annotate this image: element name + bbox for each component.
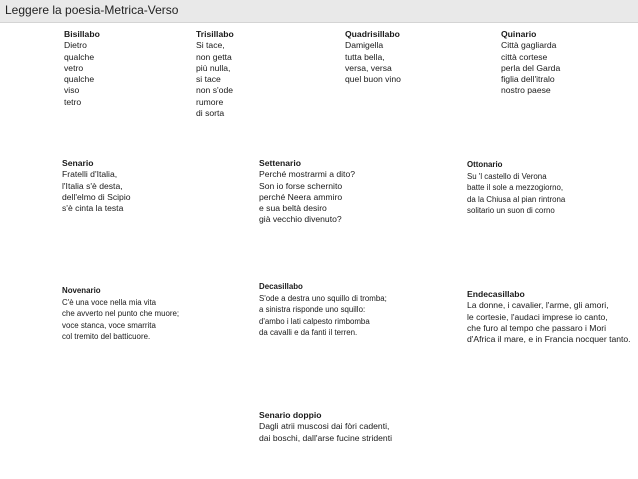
verse-line: Dagli atrii muscosi dai fòri cadenti, <box>259 421 390 432</box>
block-heading: Quadrisillabo <box>345 29 400 39</box>
block-heading: Quinario <box>501 29 537 39</box>
verse-line: vetro <box>64 62 84 73</box>
verse-line: quel buon vino <box>345 74 401 85</box>
verse-line: Son io forse schernito <box>259 180 343 191</box>
verse-line: Città gagliarda <box>501 40 557 51</box>
verse-line: di sorta <box>196 108 225 119</box>
verse-line: da la Chiusa al pian rintrona <box>467 194 566 204</box>
verse-line: Dietro <box>64 40 87 51</box>
verse-line: dell'elmo di Scipio <box>62 191 131 202</box>
block-heading: Trisillabo <box>196 29 234 39</box>
verse-line: più nulla, <box>196 62 231 73</box>
verse-line: voce stanca, voce smarrita <box>62 320 156 330</box>
block-bisillabo <box>64 29 100 108</box>
block-endecasillabo <box>467 289 631 345</box>
verse-line: Perché mostrarmi a dito? <box>259 169 355 180</box>
verse-line: d'Africa il mare, e in Francia nocquer tanto. <box>467 334 631 345</box>
block-heading: Novenario <box>62 286 101 295</box>
verse-line: qualche <box>64 74 95 85</box>
verse-line: C'è una voce nella mia vita <box>62 297 157 307</box>
verse-line: Su 'l castello di Verona <box>467 171 547 181</box>
verse-line: città cortese <box>501 51 548 62</box>
verse-line: e sua beltà desiro <box>259 203 327 214</box>
block-decasillabo <box>259 281 387 339</box>
block-heading: Endecasillabo <box>467 289 525 299</box>
block-settenario <box>259 158 355 226</box>
block-heading: Settenario <box>259 158 302 168</box>
block-ottonario <box>467 159 565 217</box>
verse-line: non s'ode <box>196 85 234 96</box>
page-title: Leggere la poesia-Metrica-Verso <box>5 3 179 17</box>
verse-line: Si tace, <box>196 40 225 51</box>
block-quadrisillabo <box>345 29 401 85</box>
block-senario <box>62 158 131 214</box>
title-bar <box>0 0 638 23</box>
verse-line: d'ambo i lati calpesto rimbomba <box>259 316 370 326</box>
verse-line: non getta <box>196 51 232 62</box>
verse-line: La donne, i cavalier, l'arme, gli amori, <box>467 300 609 311</box>
block-heading: Senario doppio <box>259 410 322 420</box>
block-trisillabo <box>196 29 234 119</box>
block-heading: Decasillabo <box>259 282 303 291</box>
verse-line: figlia dell'itralo <box>501 74 555 85</box>
verse-line: tetro <box>64 96 82 107</box>
verse-line: da cavalli e da fanti il terren. <box>259 328 358 338</box>
verse-line: Fratelli d'Italia, <box>62 169 118 180</box>
verse-line: batte il sole a mezzogiorno, <box>467 183 564 193</box>
verse-line: perla del Garda <box>501 62 561 73</box>
block-heading: Bisillabo <box>64 29 100 39</box>
block-heading: Senario <box>62 158 94 168</box>
verse-line: che avverto nel punto che muore; <box>62 309 180 319</box>
verse-line: s'è cinta la testa <box>62 203 124 214</box>
verse-line: solitario un suon di corno <box>467 206 555 216</box>
verse-line: a sinistra risponde uno squillo: <box>259 305 366 315</box>
verse-line: tutta bella, <box>345 51 385 62</box>
verse-line: Damigella <box>345 40 384 51</box>
verse-line: nostro paese <box>501 85 551 96</box>
verse-line: rumore <box>196 96 224 107</box>
verse-line: che furo al tempo che passaro i Mori <box>467 322 606 333</box>
verse-line: qualche <box>64 51 95 62</box>
verse-line: l'Italia s'è desta, <box>62 180 123 191</box>
verse-line: S'ode a destra uno squillo di tromba; <box>259 293 387 303</box>
block-quinario <box>501 29 560 97</box>
verse-line: dai boschi, dall'arse fucine stridenti <box>259 432 393 443</box>
verse-line: le cortesie, l'audaci imprese io canto, <box>467 311 608 322</box>
verse-line: già vecchio divenuto? <box>259 214 342 225</box>
verse-line: perché Neera ammiro <box>259 191 343 202</box>
verse-line: si tace <box>196 74 221 85</box>
block-heading: Ottonario <box>467 160 503 169</box>
verse-line: viso <box>64 85 80 96</box>
verse-line: versa, versa <box>345 62 392 73</box>
block-senario-doppio <box>259 410 392 444</box>
block-novenario <box>62 285 179 343</box>
verse-line: col tremito del batticuore. <box>62 332 151 342</box>
